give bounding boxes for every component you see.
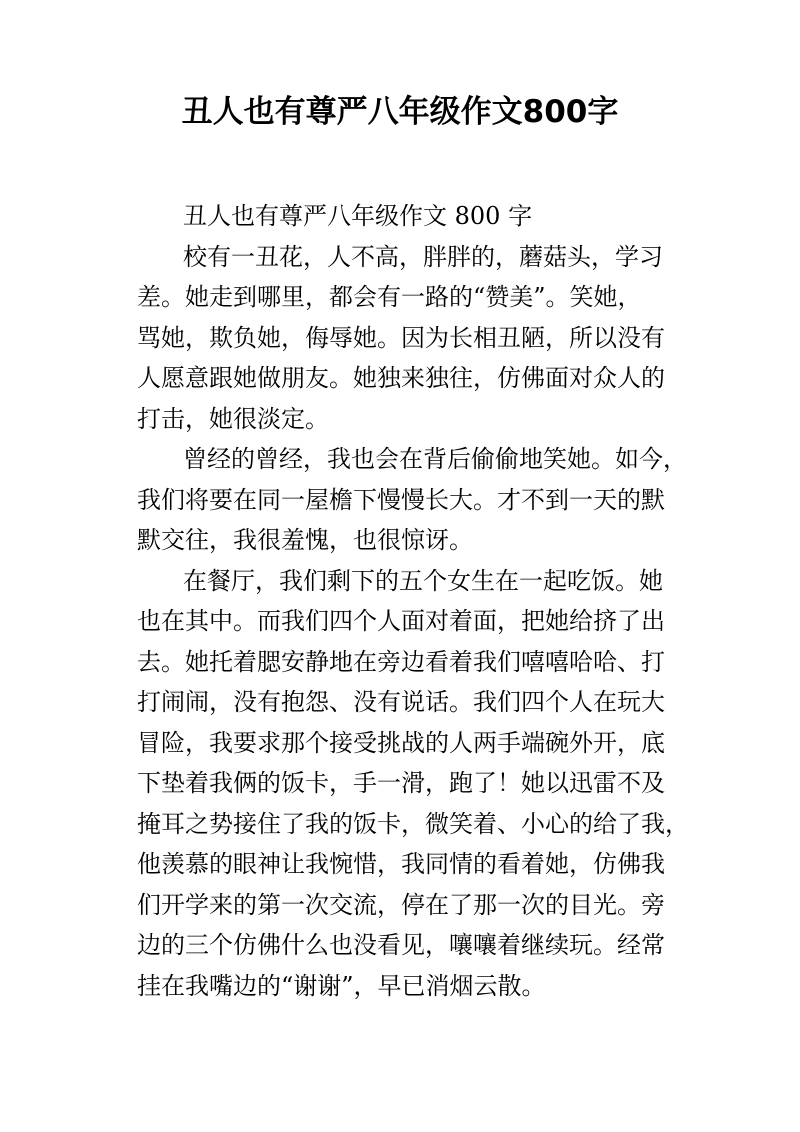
body-line: 丑人也有尊严八年级作文 800 字 <box>183 202 533 230</box>
body-line: 冒险，我要求那个接受挑战的人两手端碗外开，底 <box>137 728 665 757</box>
body-line: 边的三个仿佛什么也没看见，嚷嚷着继续玩。经常 <box>137 931 665 959</box>
body-line: 默交往，我很羞愧，也很惊讶。 <box>137 526 473 554</box>
document-title: 丑人也有尊严八年级作文800字 <box>181 94 619 130</box>
body-line: 打闹闹，没有抱怨、没有说话。我们四个人在玩大 <box>137 688 665 716</box>
body-line: 曾经的曾经，我也会在背后偷偷地笑她。如今， <box>183 445 687 473</box>
body-line: 我们将要在同一屋檐下慢慢长大。才不到一天的默 <box>137 485 665 514</box>
body-line: 去。她托着腮安静地在旁边看着我们嘻嘻哈哈、打 <box>137 647 665 676</box>
body-line: 也在其中。而我们四个人面对着面，把她给挤了出 <box>137 607 665 635</box>
body-line: 骂她，欺负她，侮辱她。因为长相丑陋，所以没有 <box>137 323 665 352</box>
body-line: 差。她走到哪里，都会有一路的“赞美”。笑她， <box>137 283 642 311</box>
body-line: 掩耳之势接住了我的饭卡，微笑着、小心的给了我， <box>137 809 689 838</box>
document-body <box>137 196 689 1006</box>
body-line: 打击，她很淡定。 <box>137 404 329 433</box>
body-line: 们开学来的第一次交流，停在了那一次的目光。旁 <box>137 890 665 919</box>
body-line: 人愿意跟她做朋友。她独来独往，仿佛面对众人的 <box>137 364 665 392</box>
body-line: 校有一丑花，人不高，胖胖的，蘑菇头，学习 <box>183 242 663 271</box>
body-line: 挂在我嘴边的“谢谢”，早已消烟云散。 <box>137 971 546 1000</box>
body-line: 在餐厅，我们剩下的五个女生在一起吃饭。她 <box>183 566 663 595</box>
body-line: 下垫着我俩的饭卡，手一滑，跑了！她以迅雷不及 <box>137 769 665 797</box>
body-line: 他羡慕的眼神让我惋惜，我同情的看着她，仿佛我 <box>137 850 665 878</box>
